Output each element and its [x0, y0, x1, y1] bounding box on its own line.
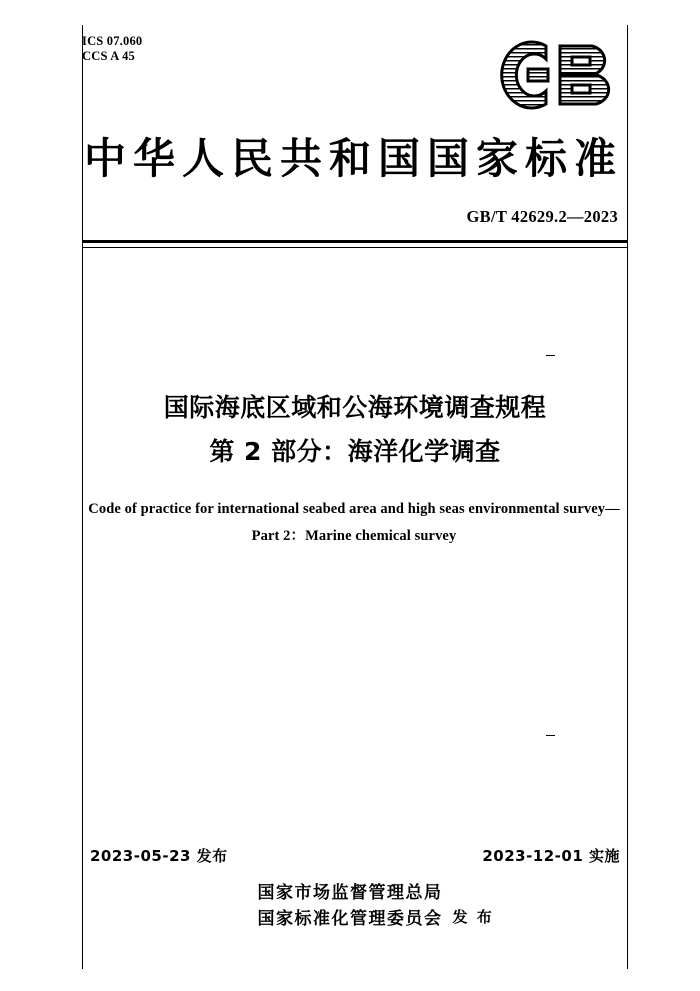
issue-date: 2023-05-23 发布	[90, 847, 228, 865]
document-title-cn-line1: 国际海底区域和公海环境调查规程	[163, 393, 547, 422]
issuer-line-2: 国家标准化管理委员会	[257, 909, 443, 929]
document-title-cn	[90, 388, 620, 472]
issuer-line-1: 国家市场监督管理总局	[257, 883, 443, 903]
ics-code: ICS 07.060	[82, 34, 143, 48]
gb-emblem-icon	[488, 36, 628, 114]
header-rule-thick	[82, 240, 628, 243]
document-title-en-line1: Code of practice for international seabed area and high seas environmental survey—	[88, 501, 620, 517]
document-title-cn-line2: 第 2 部分：海洋化学调查	[209, 437, 501, 466]
classification-codes	[82, 34, 142, 64]
ccs-code: CCS A 45	[82, 49, 136, 63]
publish-label: 发 布	[452, 908, 494, 926]
page-title: 中华人民共和国国家标准	[83, 134, 623, 183]
document-title-en	[70, 496, 638, 550]
document-title-en-line2: Part 2：Marine chemical survey	[251, 528, 457, 544]
header-rule-thin	[82, 247, 628, 248]
standard-number: GB/T 42629.2—2023	[466, 207, 618, 226]
issuing-organizations	[0, 880, 700, 932]
implementation-date: 2023-12-01 实施	[482, 847, 620, 865]
right-tick-upper	[546, 355, 555, 356]
issuers-inner	[257, 880, 494, 932]
issuers-lines	[258, 880, 443, 932]
right-tick-lower	[546, 735, 555, 736]
